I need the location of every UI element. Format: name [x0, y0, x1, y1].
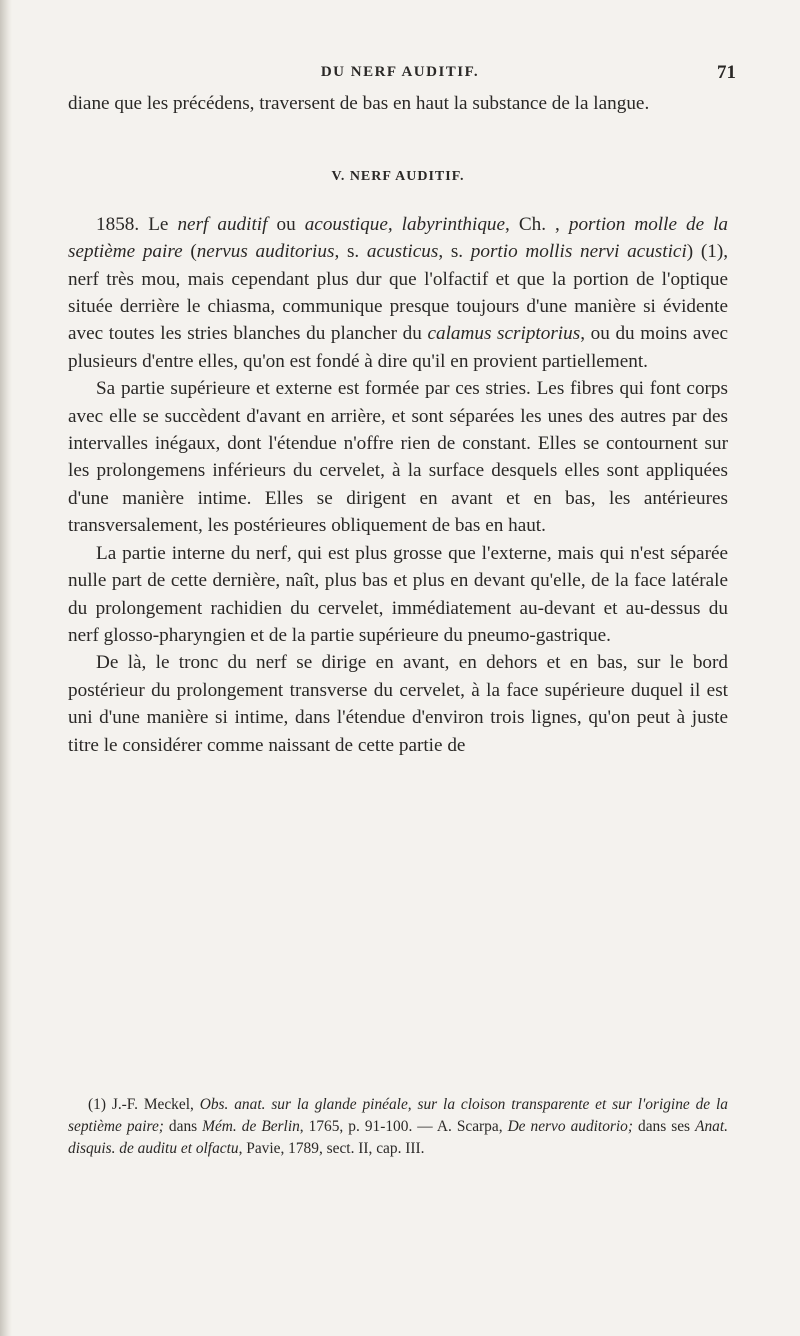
- paragraph-partie-superieure: Sa partie supérieure et externe est formée par ces stries. Les fibres qui font corps avec elle se succèdent d'avant en arrière, et sont séparées les unes des autres par des intervalles inégaux, dont l'étendue n'offre rien de constant. Elles se contournent sur les prolongemens inférieurs du cervelet, à la surface desquels elles sont appliquées d'une manière intime. Elles se dirigent en avant et en bas, les antérieures transversalement, les postérieures obliquement de bas en haut.: [68, 378, 728, 537]
- page-number: 71: [717, 62, 736, 83]
- paragraph-number: 1858.: [96, 213, 140, 235]
- paragraph-partie-interne: La partie interne du nerf, qui est plus grosse que l'externe, mais qui n'est séparée nulle part de cette dernière, naît, plus bas et plus en devant qu'elle, de la face latérale du prolongement rachidien du cervelet, immédiatement au-devant et au-dessus du nerf glosso-pharyngien et de la partie supérieure du pneumo-gastrique.: [68, 542, 728, 646]
- footnote: (1) J.-F. Meckel, Obs. anat. sur la glande pinéale, sur la cloison transparente et sur l'origine de la septième paire; dans Mém. de Berlin, 1765, p. 91-100. — A. Scarpa, De nervo auditorio; dans ses Anat. disquis. de auditu et olfactu, Pavie, 1789, sect. II, cap. III.: [68, 1096, 728, 1157]
- running-head-title: DU NERF AUDITIF.: [320, 64, 480, 80]
- continuation-paragraph: diane que les précédens, traversent de bas en haut la substance de la langue.: [68, 93, 650, 114]
- running-head: [60, 64, 740, 86]
- paragraph-tronc: De là, le tronc du nerf se dirige en avant, en dehors et en bas, sur le bord postérieur du prolongement transverse du cervelet, à la face supérieure duquel il est uni d'une manière si intime, dans l'étendue d'environ trois lignes, qu'on peut à juste titre le considérer comme naissant de cette partie de: [68, 652, 728, 756]
- main-text: [68, 90, 728, 759]
- footnote-marker: (1): [88, 1096, 106, 1113]
- section-heading: V. NERF AUDITIF.: [331, 169, 465, 185]
- paragraph-1858: 1858. Le nerf auditif ou acoustique, labyrinthique, Ch. , portion molle de la septième paire (nervus auditorius, s. acusticus, s. portio mollis nervi acustici) (1), nerf très mou, mais cependant plus dur que l'olfactif et que la portion de l'optique située derrière le chiasma, communique presque toujours d'une manière si évidente avec toutes les stries blanches du plancher du calamus scriptorius, ou du moins avec plusieurs d'entre elles, qu'on est fondé à dire qu'il en provient partiellement.: [68, 213, 729, 372]
